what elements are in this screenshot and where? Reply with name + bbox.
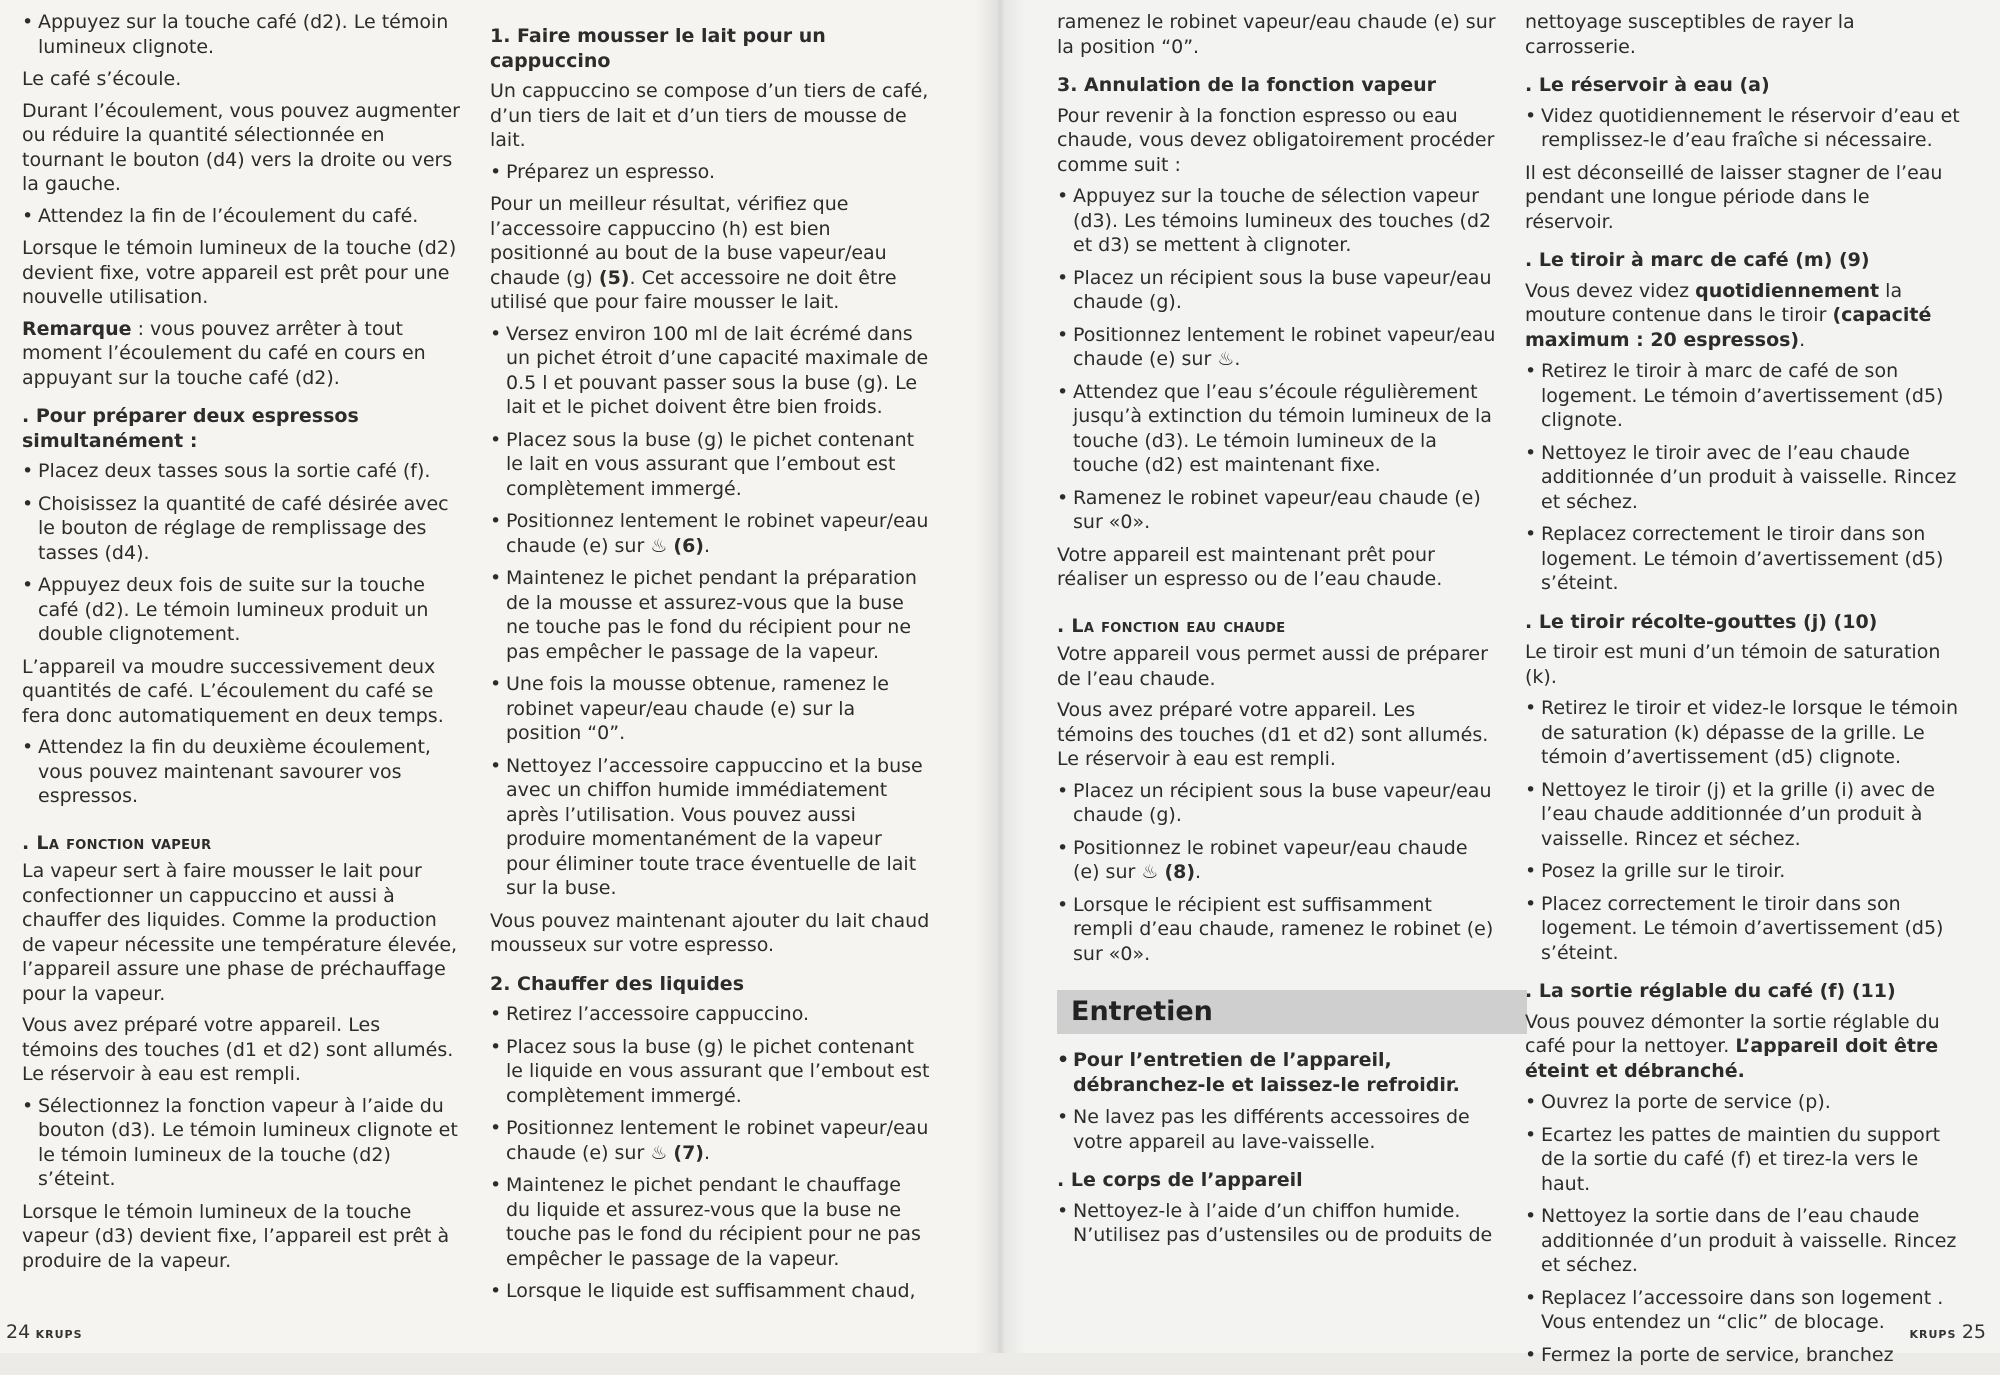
- bullet-item: • Retirez le tiroir et videz-le lorsque le témoin de saturation (k) dépasse de la grille. Le témoin d’avertissement (d5) clignote.: [1525, 696, 1963, 770]
- paragraph: Vous avez préparé votre appareil. Les témoins des touches (d1 et d2) sont allumés. Le réservoir à eau est rempli.: [1057, 699, 1489, 770]
- bullet-item: • Choisissez la quantité de café désirée avec le bouton de réglage de remplissage des tasses (d4).: [22, 492, 460, 566]
- paragraph: Le tiroir est muni d’un témoin de saturation (k).: [1525, 641, 1941, 688]
- bullet-item: • Ne lavez pas les différents accessoires de votre appareil au lave-vaisselle.: [1057, 1105, 1497, 1154]
- steam-icon: ♨: [650, 1141, 668, 1164]
- column-3: [1057, 10, 1497, 1256]
- column-2: [490, 10, 930, 1312]
- bullet-item: • Ramenez le robinet vapeur/eau chaude (e) sur «0».: [1057, 486, 1497, 535]
- bullet-item: • Replacez correctement le tiroir dans son logement. Le témoin d’avertissement (d5) s’éteint.: [1525, 522, 1963, 596]
- paragraph: Vous devez videz quotidiennement la mouture contenue dans le tiroir (capacité maximum : 20 espressos).: [1525, 279, 1932, 351]
- paragraph: Vous avez préparé votre appareil. Les témoins des touches (d1 et d2) sont allumés. Le réservoir à eau est rempli.: [22, 1014, 454, 1085]
- bullet-item: • Ouvrez la porte de service (p).: [1525, 1090, 1963, 1115]
- paragraph: nettoyage susceptibles de rayer la carrosserie.: [1525, 11, 1855, 58]
- right-page-number: 25: [1961, 1321, 1986, 1343]
- section-heading: 1. Faire mousser le lait pour un cappuccino: [490, 25, 826, 72]
- bullet-item: • Placez sous la buse (g) le pichet contenant le lait en vous assurant que l’embout est complètement immergé.: [490, 428, 930, 502]
- section-heading: . La fonction vapeur: [22, 831, 212, 854]
- bullet-item: • Videz quotidiennement le réservoir d’eau et remplissez-le d’eau fraîche si nécessaire.: [1525, 104, 1963, 153]
- section-heading: . Le tiroir à marc de café (m) (9): [1525, 249, 1870, 271]
- paragraph: Pour revenir à la fonction espresso ou eau chaude, vous devez obligatoirement procéder comme suit :: [1057, 104, 1495, 176]
- column-4: [1525, 10, 1963, 1375]
- bullet-item: • Lorsque le récipient est suffisamment rempli d’eau chaude, ramenez le robinet (e) sur «0».: [1057, 893, 1497, 967]
- bullet-item: • Placez sous la buse (g) le pichet contenant le liquide en vous assurant que l’embout est complètement immergé.: [490, 1035, 930, 1109]
- section-heading: . Pour préparer deux espressos simultanément :: [22, 405, 359, 452]
- bullet-item: • Attendez que l’eau s’écoule régulièrement jusqu’à extinction du témoin lumineux de la touche (d3). Le témoin lumineux de la touche (d2) est maintenant fixe.: [1057, 380, 1497, 478]
- bullet-item: • Ecartez les pattes de maintien du support de la sortie du café (f) et tirez-la vers le haut.: [1525, 1123, 1963, 1197]
- bullet-item: • Positionnez lentement le robinet vapeur/eau chaude (e) sur ♨ (7).: [490, 1116, 930, 1165]
- section-heading: . Le réservoir à eau (a): [1525, 74, 1770, 96]
- bullet-item: • Une fois la mousse obtenue, ramenez le robinet vapeur/eau chaude (e) sur la position “0”.: [490, 672, 930, 746]
- bullet-item: • Retirez le tiroir à marc de café de son logement. Le témoin d’avertissement (d5) clignote.: [1525, 359, 1963, 433]
- bullet-item: • Lorsque le liquide est suffisamment chaud,: [490, 1279, 930, 1304]
- bullet-item: • Replacez l’accessoire dans son logement . Vous entendez un “clic” de blocage.: [1525, 1286, 1963, 1335]
- paragraph: L’appareil va moudre successivement deux quantités de café. L’écoulement du café se fera donc automatiquement en deux temps.: [22, 655, 444, 727]
- section-heading: . Le corps de l’appareil: [1057, 1169, 1303, 1191]
- bullet-item: • Appuyez deux fois de suite sur la touche café (d2). Le témoin lumineux produit un double clignotement.: [22, 573, 460, 647]
- bullet-item: • Retirez l’accessoire cappuccino.: [490, 1002, 930, 1027]
- paragraph: Votre appareil est maintenant prêt pour réaliser un espresso ou de l’eau chaude.: [1057, 543, 1443, 590]
- paragraph: Lorsque le témoin lumineux de la touche vapeur (d3) devient fixe, l’appareil est prêt à produire de la vapeur.: [22, 1200, 450, 1272]
- bullet-item: • Positionnez lentement le robinet vapeur/eau chaude (e) sur ♨ (6).: [490, 509, 930, 558]
- bullet-item: • Attendez la fin de l’écoulement du café.: [22, 204, 460, 229]
- bullet-item: • Appuyez sur la touche café (d2). Le témoin lumineux clignote.: [22, 10, 460, 59]
- steam-icon: ♨: [1141, 861, 1159, 883]
- column-1: [22, 10, 460, 1280]
- bullet-item: • Nettoyez l’accessoire cappuccino et la buse avec un chiffon humide immédiatement après l’utilisation. Vous pouvez aussi produire momentanément de la vapeur pour éliminer toute trace éventuelle de lait sur la buse.: [490, 754, 930, 901]
- bullet-item: • Maintenez le pichet pendant la préparation de la mousse et assurez-vous que la buse ne touche pas le fond du récipient pour ne pas empêcher le passage de la vapeur.: [490, 566, 930, 664]
- bullet-item: • Posez la grille sur le tiroir.: [1525, 859, 1963, 884]
- section-heading: . La fonction eau chaude: [1057, 614, 1286, 637]
- section-band-title: Entretien: [1057, 990, 1527, 1034]
- bullet-item: • Nettoyez-le à l’aide d’un chiffon humide. N’utilisez pas d’ustensiles ou de produits de: [1057, 1199, 1497, 1248]
- section-heading: 2. Chauffer des liquides: [490, 972, 745, 995]
- bullet-item: • Placez un récipient sous la buse vapeur/eau chaude (g).: [1057, 779, 1497, 828]
- section-heading: . La sortie réglable du café (f) (11): [1525, 980, 1896, 1002]
- paragraph: Un cappuccino se compose d’un tiers de café, d’un tiers de lait et d’un tiers de mousse de lait.: [490, 80, 929, 151]
- bullet-item: • Versez environ 100 ml de lait écrémé dans un pichet étroit d’une capacité maximale de 0.5 l et pouvant passer sous la buse (g). Le lait et le pichet doivent être bien froids.: [490, 322, 930, 420]
- bullet-item: • Préparez un espresso.: [490, 160, 930, 185]
- right-folio: [1909, 1321, 1986, 1343]
- paragraph: Vous pouvez démonter la sortie réglable du café pour la nettoyer. L’appareil doit être éteint et débranché.: [1525, 1010, 1940, 1082]
- left-page-number: 24: [6, 1321, 31, 1343]
- paragraph: Le café s’écoule.: [22, 68, 182, 90]
- paragraph: Lorsque le témoin lumineux de la touche (d2) devient fixe, votre appareil est prêt pour une nouvelle utilisation.: [22, 237, 457, 308]
- left-brand: KRUPS: [35, 1328, 83, 1341]
- bullet-item: • Attendez la fin du deuxième écoulement, vous pouvez maintenant savourer vos espressos.: [22, 735, 460, 809]
- bullet-item: • Nettoyez le tiroir (j) et la grille (i) avec de l’eau chaude additionnée d’un produit à vaisselle. Rincez et séchez.: [1525, 778, 1963, 852]
- bullet-item: • Positionnez le robinet vapeur/eau chaude (e) sur ♨ (8).: [1057, 836, 1497, 885]
- bullet-item: • Nettoyez la sortie dans de l’eau chaude additionnée d’un produit à vaisselle. Rincez et séchez.: [1525, 1204, 1963, 1278]
- paragraph: La vapeur sert à faire mousser le lait pour confectionner un cappuccino et aussi à chauffer des liquides. Comme la production de vapeur nécessite une température élevée, l’appareil assure une phase de préchauffage pour la vapeur.: [22, 860, 458, 1005]
- paragraph: Durant l’écoulement, vous pouvez augmenter ou réduire la quantité sélectionnée en tournant le bouton (d4) vers la droite ou vers la gauche.: [22, 99, 460, 195]
- left-folio: [6, 1321, 83, 1343]
- bullet-item: • Sélectionnez la fonction vapeur à l’aide du bouton (d3). Le témoin lumineux clignote et le témoin lumineux de la touche (d2) s’éteint.: [22, 1094, 460, 1192]
- steam-icon: ♨: [650, 534, 668, 557]
- bullet-item: • Pour l’entretien de l’appareil, débranchez-le et laissez-le refroidir.: [1057, 1048, 1497, 1097]
- bullet-item: • Maintenez le pichet pendant le chauffage du liquide et assurez-vous que la buse ne touche pas le fond du récipient pour ne pas empêcher le passage de la vapeur.: [490, 1173, 930, 1271]
- bullet-item: • Placez deux tasses sous la sortie café (f).: [22, 459, 460, 484]
- steam-icon: ♨: [1217, 348, 1235, 370]
- paragraph: Remarque : vous pouvez arrêter à tout moment l’écoulement du café en cours en appuyant sur la touche café (d2).: [22, 317, 426, 389]
- paragraph: Votre appareil vous permet aussi de préparer de l’eau chaude.: [1057, 643, 1488, 690]
- book-gutter: [975, 0, 1025, 1353]
- bullet-item: • Placez correctement le tiroir dans son logement. Le témoin d’avertissement (d5) s’éteint.: [1525, 892, 1963, 966]
- bullet-item: • Placez un récipient sous la buse vapeur/eau chaude (g).: [1057, 266, 1497, 315]
- paragraph: Il est déconseillé de laisser stagner de l’eau pendant une longue période dans le réservoir.: [1525, 161, 1943, 233]
- paragraph: Vous pouvez maintenant ajouter du lait chaud mousseux sur votre espresso.: [490, 909, 930, 956]
- paragraph: ramenez le robinet vapeur/eau chaude (e) sur la position “0”.: [1057, 11, 1496, 58]
- bullet-item: • Fermez la porte de service, branchez: [1525, 1343, 1963, 1368]
- bullet-item: • Appuyez sur la touche de sélection vapeur (d3). Les témoins lumineux des touches (d2 et d3) se mettent à clignoter.: [1057, 184, 1497, 258]
- section-heading: . Le tiroir récolte-gouttes (j) (10): [1525, 610, 1878, 633]
- paragraph: Pour un meilleur résultat, vérifiez que l’accessoire cappuccino (h) est bien positionné au bout de la buse vapeur/eau chaude (g) (5). Cet accessoire ne doit être utilisé que pour faire mousser le lait.: [490, 193, 897, 313]
- right-brand: KRUPS: [1909, 1328, 1957, 1341]
- bullet-item: • Nettoyez le tiroir avec de l’eau chaude additionnée d’un produit à vaisselle. Rincez et séchez.: [1525, 441, 1963, 515]
- right-page: [995, 0, 2000, 1366]
- section-heading: 3. Annulation de la fonction vapeur: [1057, 74, 1436, 96]
- left-page: [0, 0, 995, 1353]
- bullet-item: • Positionnez lentement le robinet vapeur/eau chaude (e) sur ♨.: [1057, 323, 1497, 372]
